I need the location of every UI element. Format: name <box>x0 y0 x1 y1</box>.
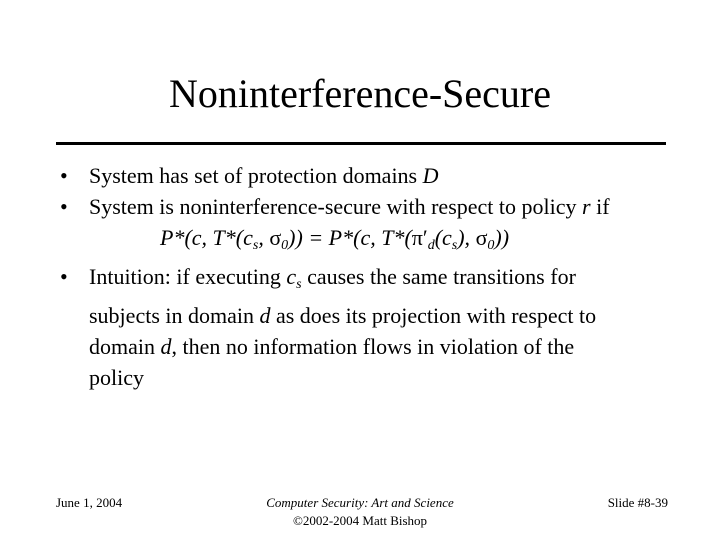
bullet-item: • System is noninterference-secure with respect to policy r if <box>56 191 676 222</box>
bullet-dot-icon: • <box>60 163 68 188</box>
footer-book: Computer Security: Art and Science ©2002-2004 Matt Bishop <box>266 495 454 528</box>
formula: P*(c, $T*(c_s$, σ0)) = P*(c, $T*(\pi'_d(c_s)$, σ0)) <box>160 225 510 253</box>
title-divider <box>56 142 666 145</box>
bullet-item: • Intuition: if executing $c_s$ causes the same transitions for subjects in domain d as does its projection with respect to domain d, then no information flows in violation of the policy <box>56 261 676 393</box>
bullet-item: • System has set of protection domains D <box>56 160 676 191</box>
bullet-dot-icon: • <box>60 194 68 219</box>
slide-title: Noninterference-Secure <box>169 71 551 116</box>
footer-slide-number: Slide #8-39 <box>607 495 668 510</box>
footer-date: June 1, 2004 <box>56 495 123 510</box>
bullet-dot-icon: • <box>60 264 68 289</box>
slide-body <box>56 160 676 393</box>
